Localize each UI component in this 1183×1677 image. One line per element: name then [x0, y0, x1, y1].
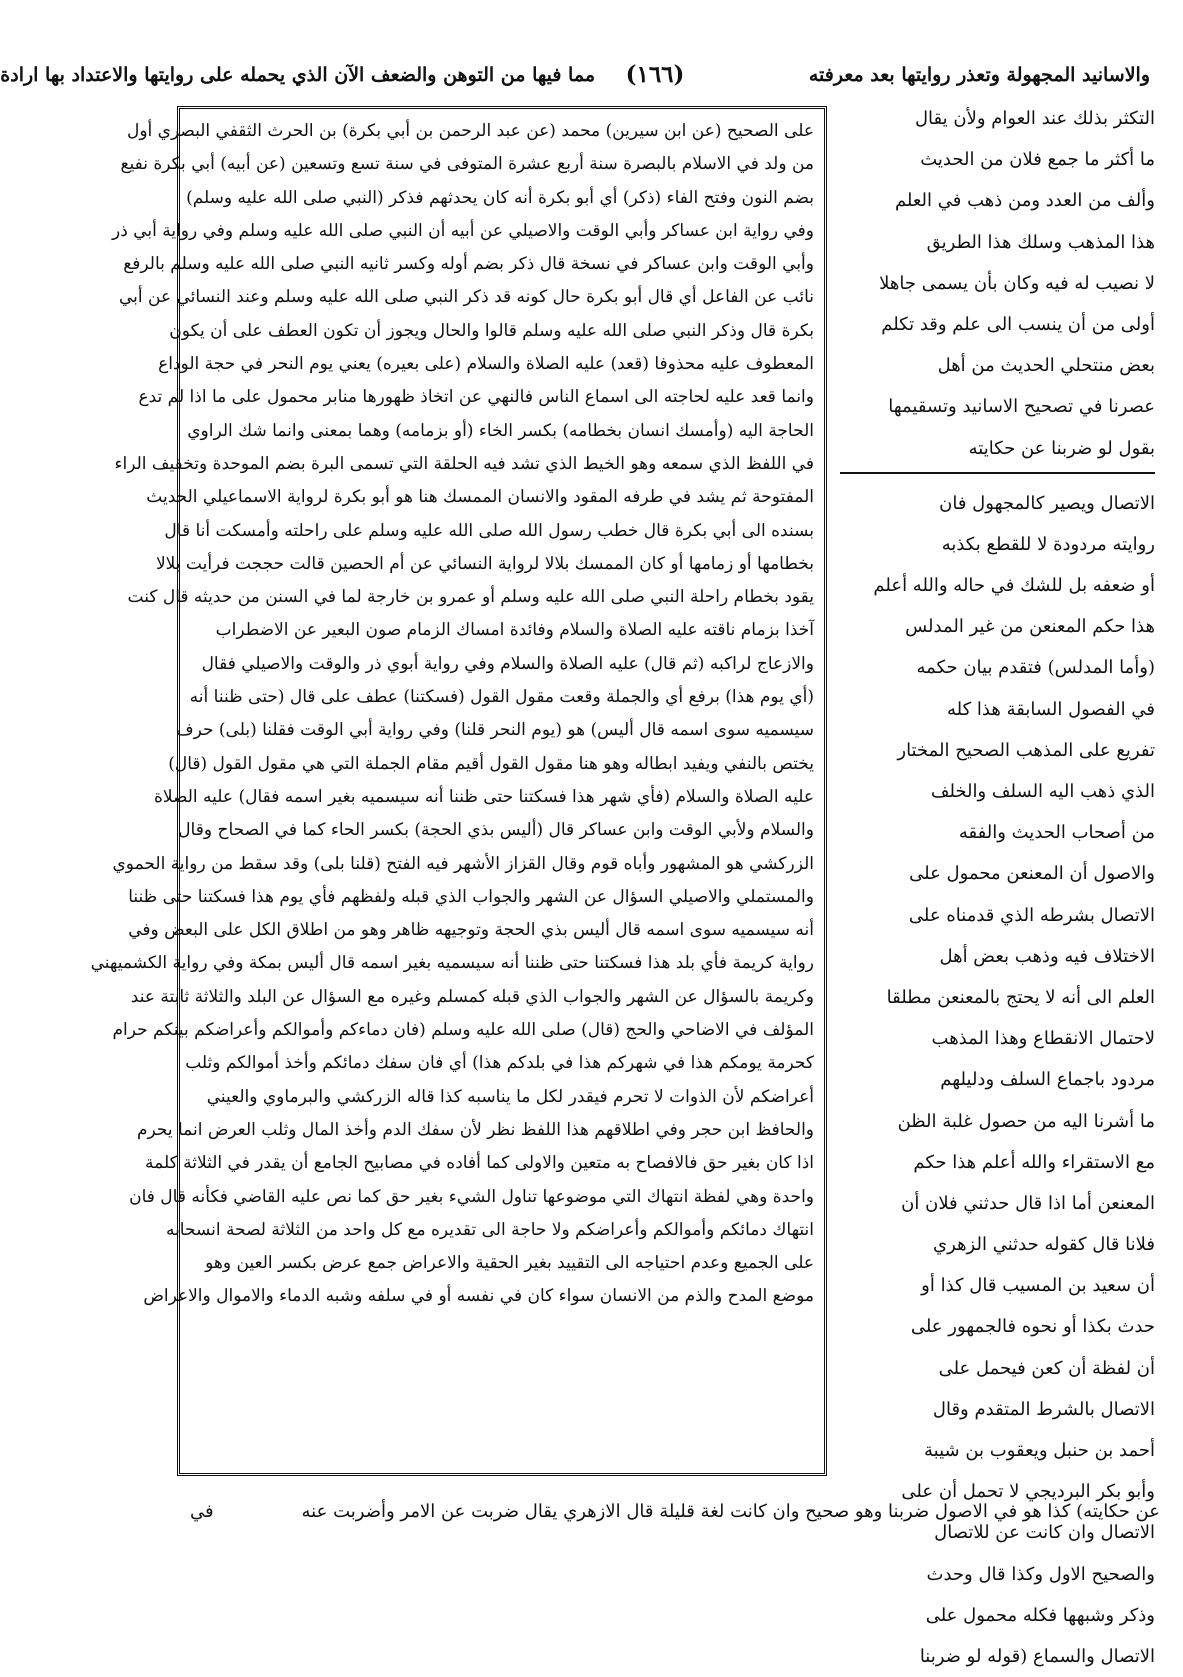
main-text-line: المعطوف عليه محذوفا (قعد) عليه الصلاة والسلام (على بعيره) يعني يوم النحر في حجة الوداع — [158, 354, 814, 375]
main-text-line: على الجميع وعدم احتياجه الى التقييد بغير الحقية والاعراض جمع عرض بكسر العين وهو — [205, 1253, 814, 1274]
main-text-line: الحاجة اليه (وأمسك انسان بخطامه) بكسر الخاء (أو بزمامه) وهما بمعنى وانما شك الراوي — [187, 420, 814, 441]
main-text-frame — [90, 106, 827, 1476]
margin-line: لا نصيب له فيه وكان بأن يسمى جاهلا — [879, 272, 1155, 294]
margin-commentary — [835, 98, 1155, 1667]
catchword: في — [190, 1501, 214, 1522]
margin-line: الاتصال والسماع (قوله لو ضربنا — [919, 1645, 1155, 1667]
margin-line: بعض منتحلي الحديث من أهل — [937, 355, 1155, 377]
main-text-line: وكريمة بالسؤال عن الشهر والجواب الذي قبله كمسلم وغيره مع السؤال عن البلد والثلاثة ثابتة عند — [130, 986, 814, 1007]
footer-note: عن حكايته) كذا هو في الاصول ضربنا وهو صحيح وان كانت لغة قليلة قال الازهري يقال ضربت عن الامر وأضربت عنه — [301, 1501, 1160, 1522]
main-text-line: (أي يوم هذا) برفع أي والجملة وقعت مقول القول (فسكتنا) عطف على قال (حتى ظننا أنه — [189, 687, 814, 708]
main-text-line: أنه سيسميه سوى اسمه قال أليس بذي الحجة وتوجيهه ظاهر وهو من اطلاق الكل على البعض وفي — [128, 920, 814, 941]
main-text-line: الزركشي هو المشهور وأباه قوم وقال القزاز الأشهر فيه الفتح (قلنا بلى) وقد سقط من رواية الحموي — [112, 853, 814, 874]
margin-commentary-top — [835, 98, 1155, 469]
page-footer — [170, 1492, 1160, 1532]
main-text-line: يختص بالنفي ويفيد ابطاله وهو هنا مقول القول أقيم مقام الجملة التي هي مقول القول (قال) — [168, 753, 814, 774]
main-text-line: سيسميه سوى اسمه قال أليس) هو (يوم النحر قلنا) وفي رواية أبي الوقت فقلنا (بلى) حرف — [176, 720, 814, 741]
margin-line: الاتصال ويصير كالمجهول فان — [939, 492, 1155, 514]
margin-line: ما أكثر ما جمع فلان من الحديث — [920, 149, 1155, 171]
margin-line: الاتصال وان كانت عن للاتصال — [934, 1522, 1155, 1544]
main-text-line: بسنده الى أبي بكرة قال خطب رسول الله صلى الله عليه وسلم على راحلته وأمسكت أنا قال — [164, 520, 814, 541]
margin-line: في الفصول السابقة هذا كله — [947, 698, 1155, 720]
margin-line: مردود باجماع السلف ودليلهم — [940, 1069, 1155, 1091]
margin-line: الذي ذهب اليه السلف والخلف — [930, 781, 1155, 802]
main-text-line: انتهاك دمائكم وأموالكم وأعراضكم ولا حاجة الى تقديره مع كل واحد من الثلاثة لصحة انسحابه — [165, 1219, 814, 1240]
main-text-line: رواية كريمة فأي بلد هذا فسكتنا حتى ظننا أنه سيسميه بغير اسمه قال أليس بمكة وفي رواية الكشميهني — [90, 953, 814, 974]
main-text-line: اذا كان بغير حق فالافصاح به متعين والاولى كما أفاده في مصابيح الجامع أن يقدر في الثلاثة كلمة — [145, 1153, 814, 1174]
header-text-right: والاسانيد المجهولة وتعذر روايتها بعد معرفته — [808, 64, 1150, 86]
margin-line: روايته مردودة لا للقطع بكذبه — [941, 533, 1155, 555]
margin-line: بقول لو ضربنا عن حكايته — [968, 437, 1155, 459]
main-text-line: بخطامها أو زمامها أو كان الممسك بلالا لرواية النسائي عن أم الحصين قالت حججت فرأيت بلالا — [155, 553, 814, 574]
header-text-left: مما فيها من التوهن والضعف الآن الذي يحمله على روايتها والاعتداد بها ارادة — [0, 64, 595, 86]
main-text-line: آخذا بزمام ناقته عليه الصلاة والسلام وفائدة امساك الزمام صون البعير عن الاضطراب — [215, 620, 814, 641]
margin-line: ما أشرنا اليه من حصول غلبة الظن — [897, 1110, 1155, 1132]
margin-line: الاتصال بشرطه الذي قدمناه على — [908, 904, 1155, 926]
margin-line: والصحيح الاول وكذا قال وحدث — [926, 1563, 1155, 1585]
main-text-line: والازعاج لراكبه (ثم قال) عليه الصلاة والسلام وفي رواية أبوي ذر والوقت والاصيلي فقال — [201, 653, 814, 674]
margin-line: فلانا قال كقوله حدثني الزهري — [933, 1234, 1155, 1256]
margin-line: حدث بكذا أو نحوه فالجمهور على — [910, 1316, 1155, 1338]
main-text-line: والمستملي والاصيلي السؤال عن الشهر والجواب الذي قبله ولفظهم فأي يوم هذا فسكتنا حتى ظننا — [128, 886, 814, 907]
page-number: (١٦٦) — [625, 61, 685, 88]
main-text-line: في اللفظ الذي سمعه وهو الخيط الذي تشد فيه الحلقة التي تسمى البرة بضم الموحدة وتخفيف الراء — [114, 453, 814, 474]
main-text-line: بضم النون وفتح الفاء (ذكر) أي أبو بكرة أنه كان يحدثهم فذكر (النبي صلى الله عليه وسلم) — [186, 187, 814, 208]
main-text-line: بكرة قال وذكر النبي صلى الله عليه وسلم قالوا والحال ويجوز أن تكون العطف على أن يكون — [169, 320, 814, 341]
main-text-line: وأبي الوقت وابن عساكر في نسخة قال ذكر بضم أوله وكسر ثانيه النبي صلى الله عليه وسلم بالرفع — [123, 254, 814, 275]
margin-line: المعنعن أما اذا قال حدثني فلان أن — [901, 1192, 1155, 1214]
margin-line: وذكر وشبهها فكله محمول على — [925, 1604, 1155, 1626]
margin-line: عصرنا في تصحيح الاسانيد وتسقيمها — [888, 396, 1155, 418]
main-text-line: والسلام ولأبي الوقت وابن عساكر قال (أليس بذي الحجة) بكسر الحاء كما في الصحاح وقال — [178, 820, 814, 841]
margin-line: من أصحاب الحديث والفقه — [958, 822, 1155, 844]
main-text-line: موضع المدح والذم من الانسان سواء كان في نفسه أو في سلفه وشبه الدماء والاموال والاعراض — [143, 1286, 814, 1307]
margin-line: هذا حكم المعنعن من غير المدلس — [905, 616, 1155, 638]
margin-line: مع الاستقراء والله أعلم هذا حكم — [913, 1151, 1155, 1173]
margin-line: أو ضعفه بل للشك في حاله والله أعلم — [873, 575, 1155, 597]
margin-line: أن سعيد بن المسيب قال كذا أو — [921, 1275, 1155, 1297]
page-header — [0, 52, 1150, 98]
main-text-line: من ولد في الاسلام بالبصرة سنة أربع عشرة المتوفى في سنة تسع وتسعين (عن أبيه) أبي بكرة نفيع — [120, 154, 814, 175]
margin-line: والاصول أن المعنعن محمول على — [909, 863, 1155, 885]
main-text-line: على الصحيح (عن ابن سيرين) محمد (عن عبد الرحمن بن أبي بكرة) بن الحرث الثقفي البصري أول — [126, 121, 814, 141]
main-text-line: المفتوحة ثم يشد في طرفه المقود والانسان الممسك هنا هو أبو بكرة لرواية الاسماعيلي الحديث — [146, 487, 814, 508]
main-text-line: كحرمة يومكم هذا في شهركم هذا في بلدكم هذا) أي فان سفك دمائكم وأخذ أموالكم وثلب — [185, 1053, 814, 1074]
main-text-line: وفي رواية ابن عساكر وأبي الوقت والاصيلي عن أبيه أن النبي صلى الله عليه وسلم وفي رواية أبي ذر — [112, 220, 814, 241]
margin-line: التكثر بذلك عند العوام ولأن يقال — [914, 108, 1155, 129]
margin-divider-space — [835, 469, 1155, 483]
margin-line: أن لفظة أن كعن فيحمل على — [938, 1357, 1155, 1379]
main-text-line: المؤلف في الاضاحي والحج (قال) صلى الله عليه وسلم (فان دماءكم وأموالكم وأعراضكم بينكم حرام — [112, 1020, 814, 1041]
margin-line: وألف من العدد ومن ذهب في العلم — [894, 190, 1155, 212]
margin-line: لاحتمال الانقطاع وهذا المذهب — [931, 1028, 1155, 1050]
margin-line: تفريع على المذهب الصحيح المختار — [897, 739, 1155, 761]
margin-line: الاتصال بالشرط المتقدم وقال — [932, 1398, 1155, 1420]
main-text-line: واحدة وهي لفظة انتهاك التي موضوعها تناول الشيء بغير حق كما نص عليه القاضي فكأنه قال فان — [129, 1186, 814, 1207]
margin-line: أولى من أن ينسب الى علم وقد تكلم — [881, 313, 1155, 335]
main-text-line: والحافظ ابن حجر وفي اطلاقهم هذا اللفظ نظر لأن سفك الدم وأخذ المال وثلب العرض انما يحرم — [136, 1119, 814, 1140]
margin-line: (وأما المدلس) فتقدم بيان حكمه — [916, 657, 1155, 679]
main-text-line: وانما قعد عليه لحاجته الى اسماع الناس فالنهي عن اتخاذ ظهورها منابر محمول على ما اذا لم تدع — [138, 387, 814, 408]
main-text-line: نائب عن الفاعل أي قال أبو بكرة حال كونه قد ذكر النبي صلى الله عليه وسلم وعند النسائي عن أبي — [119, 287, 814, 308]
main-text-line: يقود بخطام راحلة النبي صلى الله عليه وسلم أو عمرو بن خارجة لما في السنن من حديثه قال كنت — [127, 587, 814, 608]
margin-divider — [840, 472, 1155, 474]
margin-line: وأبو بكر البرديجي لا تحمل أن على — [901, 1481, 1155, 1503]
margin-line: هذا المذهب وسلك هذا الطريق — [926, 231, 1155, 253]
main-text-line: عليه الصلاة والسلام (فأي شهر هذا فسكتنا حتى ظننا أنه سيسميه بغير اسمه فقال) عليه الصلاة — [153, 786, 814, 807]
margin-line: أحمد بن حنبل ويعقوب بن شيبة — [924, 1440, 1155, 1461]
main-text-line: أعراضكم لأن الذوات لا تحرم فيقدر لكل ما يناسبه كذا قاله الزركشي والبرماوي والعيني — [206, 1086, 814, 1107]
margin-line: العلم الى أنه لا يحتج بالمعنعن مطلقا — [886, 986, 1155, 1008]
margin-line: الاختلاف فيه وذهب بعض أهل — [939, 945, 1155, 967]
